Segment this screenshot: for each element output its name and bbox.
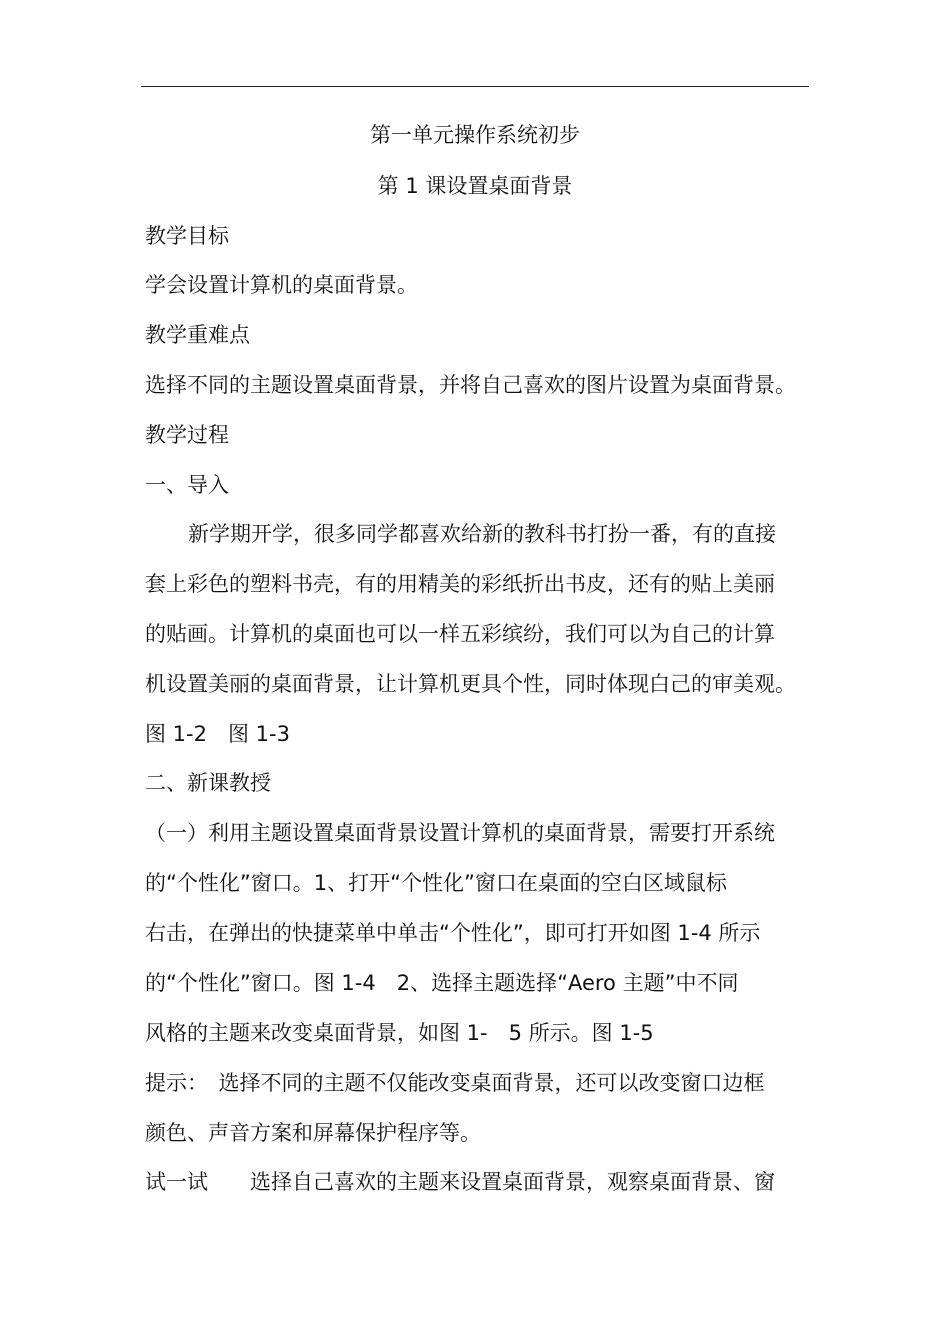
unit-title: 第一单元操作系统初步	[370, 123, 580, 147]
paragraph-line: 的“个性化”窗口。图 1-4 2、选择主题选择“Aero 主题”中不同	[145, 971, 739, 995]
paragraph-line: 风格的主题来改变桌面背景，如图 1- 5 所示。图 1-5	[145, 1021, 654, 1045]
tip-line: 颜色、声音方案和屏幕保护程序等。	[145, 1121, 481, 1145]
paragraph-line: 新学期开学，很多同学都喜欢给新的教科书打扮一番，有的直接	[188, 522, 776, 546]
heading-objectives: 教学目标	[145, 224, 229, 248]
paragraph-line: 的贴画。计算机的桌面也可以一样五彩缤纷，我们可以为自己的计算	[145, 622, 775, 646]
objective-text: 学会设置计算机的桌面背景。	[145, 273, 418, 297]
paragraph-line: 套上彩色的塑料书壳，有的用精美的彩纸折出书皮，还有的贴上美丽	[145, 572, 775, 596]
section-intro: 一、导入	[145, 473, 229, 497]
key-points-text: 选择不同的主题设置桌面背景，并将自己喜欢的图片设置为桌面背景。	[145, 373, 796, 397]
section-new-lesson: 二、新课教授	[145, 771, 271, 795]
paragraph-line: 的“个性化”窗口。1、打开“个性化”窗口在桌面的空白区域鼠标	[145, 871, 727, 895]
try-it-line: 试一试 选择自己喜欢的主题来设置桌面背景，观察桌面背景、窗	[145, 1170, 775, 1194]
paragraph-line: 右击，在弹出的快捷菜单中单击“个性化”，即可打开如图 1-4 所示	[145, 921, 761, 945]
paragraph-line: 机设置美丽的桌面背景，让计算机更具个性，同时体现白己的审美观。	[145, 672, 796, 696]
header-rule	[141, 86, 809, 87]
figure-refs: 图 1-2 图 1-3	[145, 722, 290, 746]
heading-key-points: 教学重难点	[145, 323, 250, 347]
paragraph-line: （一）利用主题设置桌面背景设置计算机的桌面背景，需要打开系统	[145, 821, 775, 845]
heading-process: 教学过程	[145, 423, 229, 447]
tip-line: 提示： 选择不同的主题不仅能改变桌面背景，还可以改变窗口边框	[145, 1071, 765, 1095]
lesson-title: 第 1 课设置桌面背景	[377, 174, 573, 198]
